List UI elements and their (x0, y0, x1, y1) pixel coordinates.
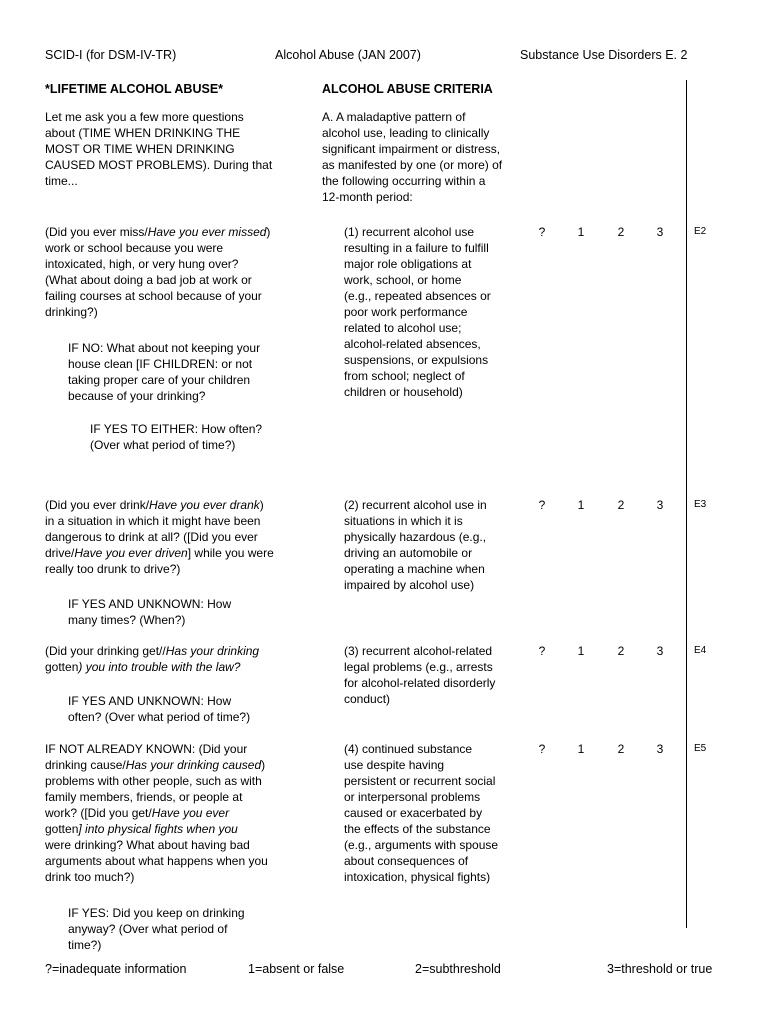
vertical-divider (686, 80, 687, 928)
probe-line: taking proper care of your children (68, 373, 251, 387)
criterion-line: caused or exacerbated by (344, 806, 483, 820)
intro-line: CAUSED MOST PROBLEMS). During that (45, 158, 273, 172)
criterion-line: the effects of the substance (344, 822, 491, 836)
criterion-line: physically hazardous (e.g., (344, 530, 487, 544)
criterion-line: suspensions, or expulsions (344, 353, 489, 367)
item-e5-rating-inadequate[interactable]: ? (538, 742, 546, 756)
question-line: in a situation in which it might have been (45, 514, 261, 528)
intro-line: time... (45, 174, 78, 188)
criterion-line: major role obligations at (344, 257, 472, 271)
criterion-line: about consequences of (344, 854, 469, 868)
header-left: SCID-I (for DSM-IV-TR) (45, 48, 177, 62)
intro-line: Let me ask you a few more questions (45, 110, 244, 124)
question-line: (Did you ever miss/Have you ever missed) (45, 225, 271, 239)
criterion-a-line: the following occurring within a (322, 174, 486, 188)
left-heading: *LIFETIME ALCOHOL ABUSE* (45, 82, 224, 96)
item-e4-rating-2[interactable]: 2 (617, 644, 625, 658)
criterion-line: resulting in a failure to fulfill (344, 241, 489, 255)
criterion-line: or interpersonal problems (344, 790, 481, 804)
question-line: work? ([Did you get/Have you ever (45, 806, 230, 820)
item-e5-rating-3[interactable]: 3 (656, 742, 664, 756)
item-e5-rating-1[interactable]: 1 (577, 742, 585, 756)
item-e4-code: E4 (694, 645, 707, 656)
criterion-line: situations in which it is (344, 514, 463, 528)
question-line: gotten] into physical fights when you (45, 822, 238, 836)
right-heading: ALCOHOL ABUSE CRITERIA (322, 82, 493, 96)
question-line: (Did your drinking get//Has your drinking (45, 644, 260, 658)
intro-line: about (TIME WHEN DRINKING THE (45, 126, 241, 140)
legend-inadequate: ?=inadequate information (45, 962, 187, 976)
item-e3-rating-3[interactable]: 3 (656, 498, 664, 512)
criterion-line: conduct) (344, 692, 391, 706)
question-line: intoxicated, high, or very hung over? (45, 257, 239, 271)
item-e4-rating-3[interactable]: 3 (656, 644, 664, 658)
question-line: family members, friends, or people at (45, 790, 243, 804)
item-e3-probe (68, 596, 231, 628)
item-e2-question (45, 224, 315, 320)
probe-line: time?) (68, 938, 102, 952)
criterion-line: legal problems (e.g., arrests (344, 660, 493, 674)
criterion-line: for alcohol-related disorderly (344, 676, 496, 690)
criterion-a (322, 109, 502, 205)
item-e5-criterion (344, 741, 498, 885)
question-line: arguments about what happens when you (45, 854, 268, 868)
question-line: IF NOT ALREADY KNOWN: (Did your (45, 742, 248, 756)
probe-line: (Over what period of time?) (90, 438, 236, 452)
criterion-a-line: A. A maladaptive pattern of (322, 110, 466, 124)
question-line: (Did you ever drink/Have you ever drank) (45, 498, 264, 512)
question-line: problems with other people, such as with (45, 774, 262, 788)
criterion-line: use despite having (344, 758, 445, 772)
item-e2-code: E2 (694, 226, 707, 237)
question-line: drinking cause/Has your drinking caused) (45, 758, 266, 772)
question-line: were drinking? What about having bad (45, 838, 250, 852)
question-line: drink too much?) (45, 870, 135, 884)
criterion-line: (e.g., arguments with spouse (344, 838, 499, 852)
item-e3-code: E3 (694, 499, 707, 510)
criterion-line: (e.g., repeated absences or (344, 289, 491, 303)
item-e2-rating-1[interactable]: 1 (577, 225, 585, 239)
item-e4-rating-1[interactable]: 1 (577, 644, 585, 658)
question-line: drive/Have you ever driven] while you were (45, 546, 274, 560)
criterion-line: children or household) (344, 385, 463, 399)
item-e5-probe (68, 905, 245, 953)
item-e4-criterion (344, 643, 495, 707)
header-right: Substance Use Disorders E. 2 (520, 48, 688, 62)
probe-line: because of your drinking? (68, 389, 206, 403)
item-e3-criterion (344, 497, 487, 593)
probe-line: often? (Over what period of time?) (68, 710, 251, 724)
probe-line: IF YES AND UNKNOWN: How (68, 597, 232, 611)
item-e5-question (45, 741, 315, 885)
criterion-line: alcohol-related absences, (344, 337, 481, 351)
criterion-line: persistent or recurrent social (344, 774, 496, 788)
question-line: dangerous to drink at all? ([Did you ever (45, 530, 258, 544)
question-line: gotten) you into trouble with the law? (45, 660, 241, 674)
criterion-a-line: as manifested by one (or more) of (322, 158, 503, 172)
item-e4-question (45, 643, 315, 675)
probe-line: IF YES: Did you keep on drinking (68, 906, 245, 920)
item-e2-probe-if-yes (90, 421, 262, 453)
item-e2-rating-inadequate[interactable]: ? (538, 225, 546, 239)
probe-line: house clean [IF CHILDREN: or not (68, 357, 253, 371)
header-center: Alcohol Abuse (JAN 2007) (275, 48, 421, 62)
item-e5-code: E5 (694, 743, 707, 754)
question-line: drinking?) (45, 305, 98, 319)
item-e2-rating-3[interactable]: 3 (656, 225, 664, 239)
criterion-line: related to alcohol use; (344, 321, 462, 335)
criterion-a-line: alcohol use, leading to clinically (322, 126, 490, 140)
item-e3-rating-2[interactable]: 2 (617, 498, 625, 512)
item-e2-rating-2[interactable]: 2 (617, 225, 625, 239)
question-line: failing courses at school because of your (45, 289, 262, 303)
criterion-line: driving an automobile or (344, 546, 473, 560)
intro-text (45, 109, 272, 189)
probe-line: IF YES TO EITHER: How often? (90, 422, 263, 436)
probe-line: anyway? (Over what period of (68, 922, 228, 936)
question-line: work or school because you were (45, 241, 224, 255)
probe-line: IF YES AND UNKNOWN: How (68, 694, 232, 708)
criterion-line: from school; neglect of (344, 369, 465, 383)
question-line: really too drunk to drive?) (45, 562, 181, 576)
item-e2-probe-if-no (68, 340, 260, 404)
criterion-line: operating a machine when (344, 562, 485, 576)
item-e4-probe (68, 693, 250, 725)
legend-absent: 1=absent or false (248, 962, 345, 976)
probe-line: many times? (When?) (68, 613, 186, 627)
item-e3-rating-1[interactable]: 1 (577, 498, 585, 512)
criterion-line: (4) continued substance (344, 742, 473, 756)
criterion-line: work, school, or home (344, 273, 462, 287)
question-line: (What about doing a bad job at work or (45, 273, 252, 287)
item-e2-criterion (344, 224, 491, 400)
intro-line: MOST OR TIME WHEN DRINKING (45, 142, 235, 156)
probe-line: IF NO: What about not keeping your (68, 341, 261, 355)
criterion-line: (2) recurrent alcohol use in (344, 498, 487, 512)
legend-threshold: 3=threshold or true (607, 962, 713, 976)
criterion-line: poor work performance (344, 305, 468, 319)
criterion-a-line: significant impairment or distress, (322, 142, 501, 156)
criterion-line: (1) recurrent alcohol use (344, 225, 475, 239)
criterion-line: intoxication, physical fights) (344, 870, 491, 884)
legend-subthreshold: 2=subthreshold (415, 962, 501, 976)
criterion-line: impaired by alcohol use) (344, 578, 475, 592)
criterion-line: (3) recurrent alcohol-related (344, 644, 493, 658)
item-e5-rating-2[interactable]: 2 (617, 742, 625, 756)
criterion-a-line: 12-month period: (322, 190, 413, 204)
item-e4-rating-inadequate[interactable]: ? (538, 644, 546, 658)
item-e3-question (45, 497, 315, 577)
item-e3-rating-inadequate[interactable]: ? (538, 498, 546, 512)
